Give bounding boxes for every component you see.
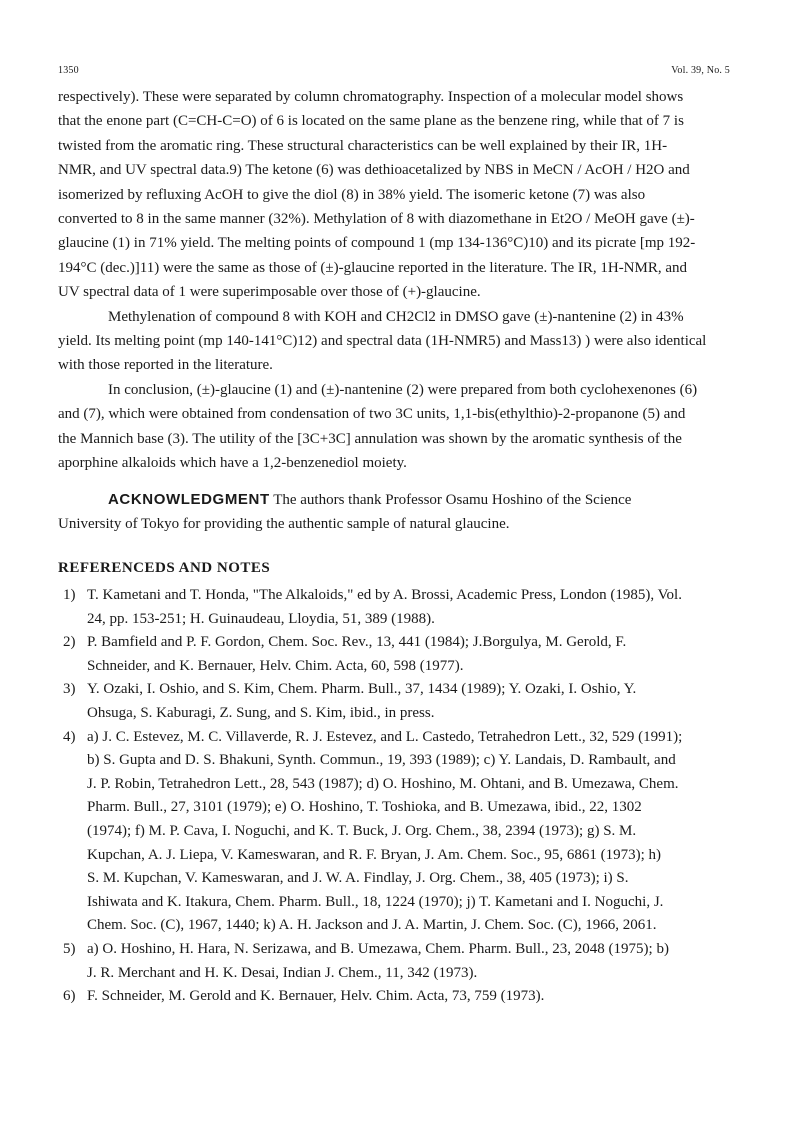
text-line: with those reported in the literature. [58,357,273,374]
acknowledgment-heading: ACKNOWLEDGMENT [108,491,270,508]
reference-number: 3) [63,681,76,698]
reference-line: Kupchan, A. J. Liepa, V. Kameswaran, and R. F. Bryan, J. Am. Chem. Soc., 95, 6861 (1973); h) [87,846,662,863]
body-text [58,85,738,476]
text-line: isomerized by refluxing AcOH to give the diol (8) in 38% yield. The isomeric ketone (7) was also [58,186,646,203]
reference-line: S. M. Kupchan, V. Kameswaran, and J. W. A. Findlay, J. Org. Chem., 38, 405 (1973); i) S. [87,870,629,887]
text-line: 194°C (dec.)]11) were the same as those of (±)-glaucine reported in the literature. The IR, 1H-NMR, and [58,259,688,276]
acknowledgment-section [58,488,738,537]
references-list [58,584,748,1009]
reference-line: Ohsuga, S. Kaburagi, Z. Sung, and S. Kim, ibid., in press. [87,704,435,721]
running-header [58,65,730,81]
text-line: and (7), which were obtained from condensation of two 3C units, 1,1-bis(ethylthio)-2-propanone (5) and [58,406,686,423]
reference-item [58,985,748,1009]
reference-number: 6) [63,988,76,1005]
text-line: twisted from the aromatic ring. These structural characteristics can be well explained by their IR, 1H- [58,137,668,154]
text-line: UV spectral data of 1 were superimposable over those of (+)-glaucine. [58,284,481,301]
reference-item [58,678,748,725]
reference-number: 2) [63,634,76,651]
acknowledgment-text: University of Tokyo for providing the authentic sample of natural glaucine. [58,516,510,533]
reference-item [58,584,748,631]
reference-line: P. Bamfield and P. F. Gordon, Chem. Soc. Rev., 13, 441 (1984); J.Borgulya, M. Gerold, F. [87,634,627,651]
reference-line: (1974); f) M. P. Cava, I. Noguchi, and K. T. Buck, J. Org. Chem., 38, 2394 (1973); g) S. M. [87,822,637,839]
text-line: NMR, and UV spectral data.9) The ketone (6) was dethioacetalized by NBS in MeCN / AcOH / H2O and [58,162,690,179]
volume-issue: Vol. 39, No. 5 [671,65,730,76]
reference-number: 5) [63,940,76,957]
text-line: that the enone part (C=CH-C=O) of 6 is located on the same plane as the benzene ring, while that of 7 is [58,113,684,130]
reference-line: 24, pp. 153-251; H. Guinaudeau, Lloydia, 51, 389 (1988). [87,610,435,627]
references-heading: REFERENCEDS AND NOTES [58,560,271,576]
text-line: yield. Its melting point (mp 140-141°C)12) and spectral data (1H-NMR5) and Mass13) ) were also identical [58,333,707,350]
reference-line: T. Kametani and T. Honda, "The Alkaloids," ed by A. Brossi, Academic Press, London (1985), Vol. [87,587,682,603]
text-line: respectively). These were separated by column chromatography. Inspection of a molecular model shows [58,89,684,105]
text-line: glaucine (1) in 71% yield. The melting points of compound 1 (mp 134-136°C)10) and its picrate [mp 192- [58,235,696,252]
reference-item [58,631,748,678]
reference-line: b) S. Gupta and D. S. Bhakuni, Synth. Commun., 19, 393 (1989); c) Y. Landais, D. Rambault, and [87,752,676,769]
reference-item [58,938,748,985]
text-line: converted to 8 in the same manner (32%). Methylation of 8 with diazomethane in Et2O / MeOH gave (±)- [58,211,695,228]
acknowledgment-text: The authors thank Professor Osamu Hoshino of the Science [273,492,632,508]
page-number: 1350 [58,65,79,76]
reference-item [58,726,748,938]
reference-line: Pharm. Bull., 27, 3101 (1979); e) O. Hoshino, T. Toshioka, and B. Umezawa, ibid., 22, 1302 [87,799,642,816]
paragraph-1 [58,85,738,305]
paragraph-3 [58,378,738,476]
text-line: In conclusion, (±)-glaucine (1) and (±)-nantenine (2) were prepared from both cyclohexenones (6) [108,381,698,398]
text-line: Methylenation of compound 8 with KOH and CH2Cl2 in DMSO gave (±)-nantenine (2) in 43% [108,308,684,325]
reference-line: Schneider, and K. Bernauer, Helv. Chim. Acta, 60, 598 (1977). [87,657,464,674]
reference-line: J. P. Robin, Tetrahedron Lett., 28, 543 (1987); d) O. Hoshino, M. Ohtani, and B. Umezawa, Chem. [87,775,679,792]
reference-line: a) J. C. Estevez, M. C. Villaverde, R. J. Estevez, and L. Castedo, Tetrahedron Lett., 32, 529 (1991); [87,728,683,745]
reference-number: 1) [63,587,76,603]
reference-line: F. Schneider, M. Gerold and K. Bernauer, Helv. Chim. Acta, 73, 759 (1973). [87,988,545,1005]
text-line: the Mannich base (3). The utility of the [3C+3C] annulation was shown by the aromatic synthesis of the [58,430,682,447]
text-line: aporphine alkaloids which have a 1,2-benzenediol moiety. [58,455,407,472]
reference-number: 4) [63,728,76,745]
reference-line: a) O. Hoshino, H. Hara, N. Serizawa, and B. Umezawa, Chem. Pharm. Bull., 23, 2048 (1975); b) [87,940,669,957]
reference-line: Chem. Soc. (C), 1967, 1440; k) A. H. Jackson and J. A. Martin, J. Chem. Soc. (C), 1966, 2061. [87,917,657,934]
paragraph-2 [58,305,738,378]
reference-line: J. R. Merchant and H. K. Desai, Indian J. Chem., 11, 342 (1973). [87,964,478,981]
reference-line: Y. Ozaki, I. Oshio, and S. Kim, Chem. Pharm. Bull., 37, 1434 (1989); Y. Ozaki, I. Oshio, Y. [87,681,637,698]
reference-line: Ishiwata and K. Itakura, Chem. Pharm. Bull., 18, 1224 (1970); j) T. Kametani and I. Noguchi, J. [87,893,664,910]
